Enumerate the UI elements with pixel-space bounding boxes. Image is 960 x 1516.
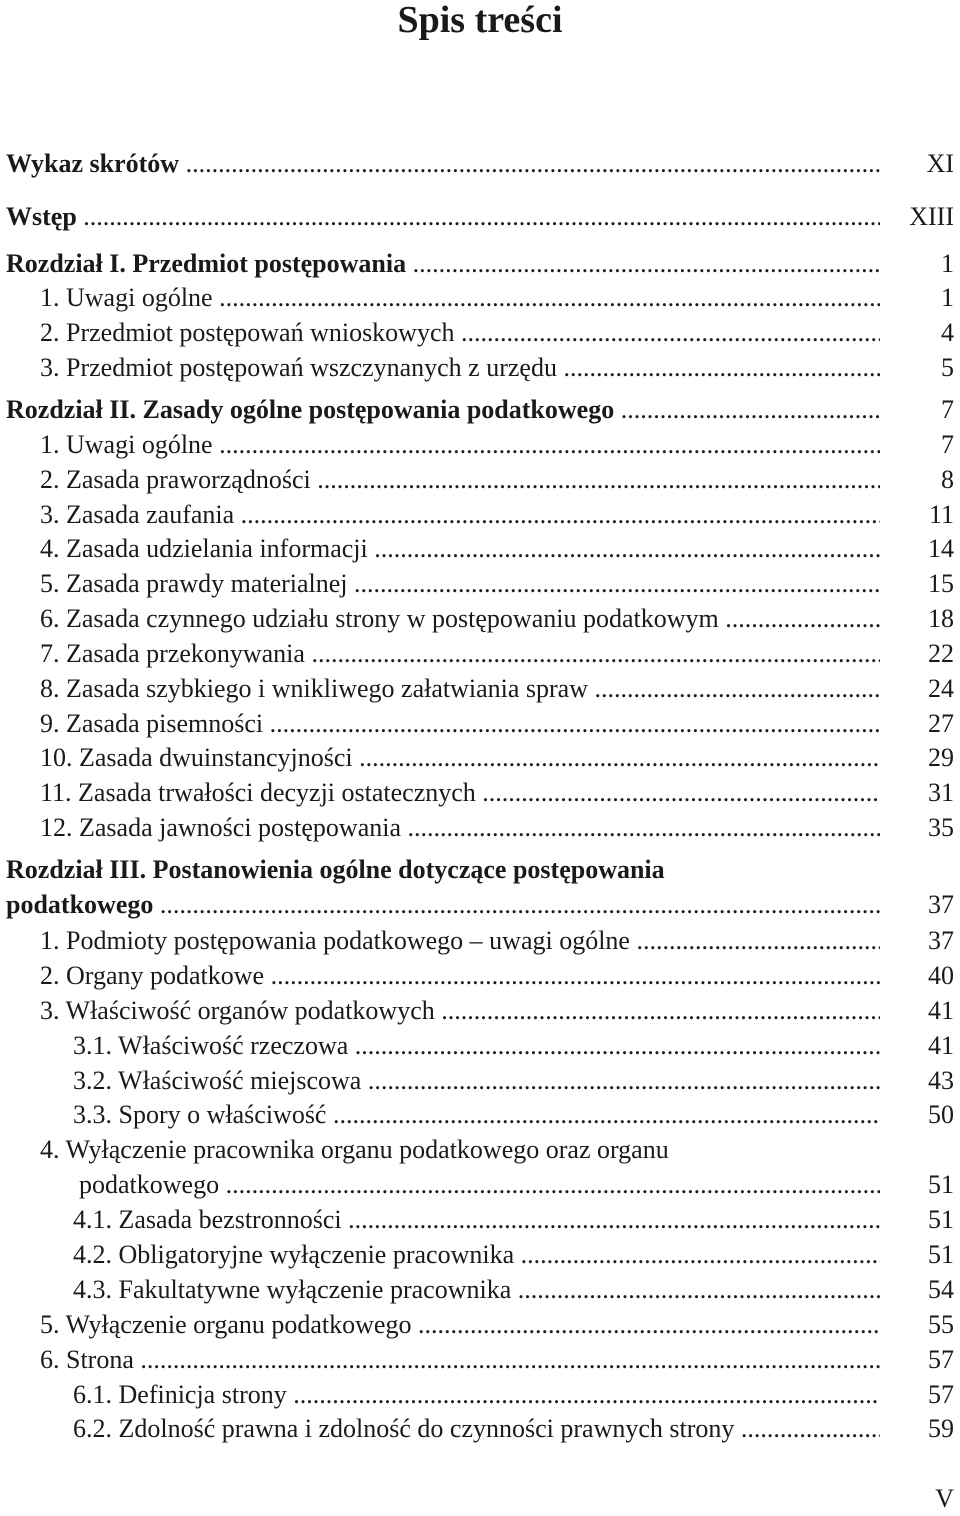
- toc-row: [0, 1064, 960, 1098]
- toc-entry-title: 12. Zasada jawności postępowania: [40, 813, 402, 842]
- toc-page-number: 22: [928, 639, 954, 668]
- toc-entry[interactable]: [73, 1412, 880, 1446]
- toc-page-number: 11: [928, 500, 954, 529]
- toc-page-number: 7: [941, 395, 954, 424]
- toc-entry[interactable]: [40, 811, 880, 845]
- toc-page-number: 37: [928, 890, 954, 919]
- toc-row: [0, 811, 960, 845]
- toc-entry-title: Wstęp: [6, 202, 77, 231]
- toc-entry-title: 1. Podmioty postępowania podatkowego – uwagi ogólne: [40, 926, 630, 955]
- toc-row: [0, 281, 960, 315]
- toc-row: [0, 959, 960, 993]
- toc-row: [0, 200, 960, 234]
- toc-page-number: 51: [928, 1170, 954, 1199]
- toc-page-number: 41: [928, 1031, 954, 1060]
- toc-row: [0, 463, 960, 497]
- toc-row: [0, 741, 960, 775]
- toc-row: [0, 602, 960, 636]
- toc-page-number: 27: [928, 709, 954, 738]
- toc-entry-title: podatkowego: [79, 1170, 220, 1199]
- toc-entry-title: 1. Uwagi ogólne: [40, 430, 213, 459]
- toc-entry[interactable]: [40, 351, 880, 385]
- toc-entry-title: 6.2. Zdolność prawna i zdolność do czynności prawnych strony: [73, 1414, 735, 1443]
- toc-entry-title: 4.1. Zasada bezstronności: [73, 1205, 342, 1234]
- toc-page-number: 1: [941, 283, 954, 312]
- toc-entry-title: 10. Zasada dwuinstancyjności: [40, 743, 353, 772]
- toc-entry-title: 6. Zasada czynnego udziału strony w postępowaniu podatkowym: [40, 604, 719, 633]
- toc-entry-title: podatkowego: [6, 890, 154, 919]
- toc-entry[interactable]: [40, 463, 880, 497]
- toc-row: [0, 351, 960, 385]
- toc-page-number: 43: [928, 1066, 954, 1095]
- toc-row: [0, 1098, 960, 1132]
- toc-row: [0, 1273, 960, 1307]
- toc-entry[interactable]: [40, 532, 880, 566]
- toc-entry-title: 2. Organy podatkowe: [40, 961, 265, 990]
- toc-entry-title: 2. Przedmiot postępowań wnioskowych: [40, 318, 455, 347]
- toc-entry[interactable]: [6, 147, 880, 181]
- toc-entry-title: 2. Zasada praworządności: [40, 465, 311, 494]
- toc-row: [0, 1378, 960, 1412]
- toc-entry-title: 9. Zasada pisemności: [40, 709, 264, 738]
- toc-entry-title: 3.3. Spory o właściwość: [73, 1100, 327, 1129]
- toc-page-number: 1: [941, 249, 954, 278]
- toc-entry[interactable]: [40, 1343, 880, 1377]
- toc-page-number: 57: [928, 1380, 954, 1409]
- toc-row: [0, 498, 960, 532]
- toc-entry[interactable]: [40, 281, 880, 315]
- toc-entry[interactable]: [40, 1133, 880, 1167]
- toc-entry[interactable]: [6, 200, 880, 234]
- toc-entry[interactable]: [40, 428, 880, 462]
- toc-entry[interactable]: [40, 672, 880, 706]
- toc-entry-title: 3. Właściwość organów podatkowych: [40, 996, 435, 1025]
- toc-row: [0, 1133, 960, 1167]
- toc-row: [0, 567, 960, 601]
- toc-page-number: 57: [928, 1345, 954, 1374]
- page-title: Spis treści: [397, 0, 563, 41]
- toc-page-number: 37: [928, 926, 954, 955]
- toc-entry-title: 4. Wyłączenie pracownika organu podatkowego oraz organu: [40, 1135, 669, 1164]
- toc-row: [0, 532, 960, 566]
- toc-entry-title: 6.1. Definicja strony: [73, 1380, 287, 1409]
- toc-entry-title: 7. Zasada przekonywania: [40, 639, 305, 668]
- toc-row: [0, 924, 960, 958]
- toc-entry[interactable]: [40, 1308, 880, 1342]
- toc-row: [0, 1343, 960, 1377]
- toc-entry-title: 6. Strona: [40, 1345, 134, 1374]
- toc-entry[interactable]: [6, 853, 880, 887]
- toc-entry-title: Rozdział I. Przedmiot postępowania: [6, 249, 407, 278]
- toc-entry-title: 3.1. Właściwość rzeczowa: [73, 1031, 349, 1060]
- toc-row: [0, 1168, 960, 1202]
- toc-entry-title: 1. Uwagi ogólne: [40, 283, 213, 312]
- toc-page-number: XIII: [909, 202, 954, 231]
- toc-entry[interactable]: [40, 741, 880, 775]
- toc-row: [0, 247, 960, 281]
- toc-page-number: 41: [928, 996, 954, 1025]
- toc-page-number: 50: [928, 1100, 954, 1129]
- toc-entry-title: Wykaz skrótów: [6, 149, 180, 178]
- toc-row: [0, 428, 960, 462]
- toc-entry[interactable]: [40, 776, 880, 810]
- toc-entry[interactable]: [73, 1029, 880, 1063]
- toc-entry[interactable]: [40, 637, 880, 671]
- toc-row: [0, 637, 960, 671]
- page-folio: V: [935, 1484, 954, 1513]
- toc-entry[interactable]: [6, 393, 880, 427]
- toc-entry[interactable]: [73, 1238, 880, 1272]
- toc-page-number: 35: [928, 813, 954, 842]
- toc-page-number: 8: [941, 465, 954, 494]
- toc-entry[interactable]: [6, 247, 880, 281]
- toc-row: [0, 147, 960, 181]
- toc-entry[interactable]: [40, 602, 880, 636]
- toc-entry-title: 3.2. Właściwość miejscowa: [73, 1066, 362, 1095]
- toc-page-number: 40: [928, 961, 954, 990]
- toc-entry-title: 4. Zasada udzielania informacji: [40, 534, 368, 563]
- toc-entry[interactable]: [40, 498, 880, 532]
- toc-entry[interactable]: [40, 924, 880, 958]
- toc-page-number: 31: [928, 778, 954, 807]
- toc-entry-title: 8. Zasada szybkiego i wnikliwego załatwiania spraw: [40, 674, 588, 703]
- toc-entry[interactable]: [40, 707, 880, 741]
- toc-page-number: 29: [928, 743, 954, 772]
- toc-page-number: 4: [941, 318, 954, 347]
- toc-entry[interactable]: [73, 1273, 880, 1307]
- toc-page-number: 59: [928, 1414, 954, 1443]
- toc-entry-title: 3. Przedmiot postępowań wszczynanych z urzędu: [40, 353, 557, 382]
- toc-row: [0, 1308, 960, 1342]
- toc-row: [0, 1412, 960, 1446]
- toc-row: [0, 994, 960, 1028]
- toc-entry[interactable]: [40, 567, 880, 601]
- toc-row: [0, 1203, 960, 1237]
- toc-entry[interactable]: [73, 1203, 880, 1237]
- toc-entry[interactable]: [40, 994, 880, 1028]
- toc-row: [0, 853, 960, 887]
- toc-page-number: 51: [928, 1205, 954, 1234]
- toc-entry-title: 5. Zasada prawdy materialnej: [40, 569, 348, 598]
- toc-entry[interactable]: [73, 1098, 880, 1132]
- toc-row: [0, 1029, 960, 1063]
- toc-entry-title: 3. Zasada zaufania: [40, 500, 235, 529]
- toc-row: [0, 776, 960, 810]
- toc-page-number: 51: [928, 1240, 954, 1269]
- toc-row: [0, 393, 960, 427]
- toc-page-number: XI: [926, 149, 954, 178]
- toc-row: [0, 707, 960, 741]
- toc-entry[interactable]: [73, 1064, 880, 1098]
- toc-entry[interactable]: [40, 959, 880, 993]
- toc-entry[interactable]: [6, 888, 880, 922]
- toc-entry-title: 11. Zasada trwałości decyzji ostatecznych: [40, 778, 476, 807]
- toc-entry[interactable]: [73, 1378, 880, 1412]
- toc-entry-title: 4.2. Obligatoryjne wyłączenie pracownika: [73, 1240, 515, 1269]
- toc-page-number: 54: [928, 1275, 954, 1304]
- toc-entry[interactable]: [79, 1168, 880, 1202]
- toc-page-number: 15: [928, 569, 954, 598]
- toc-page-number: 55: [928, 1310, 954, 1339]
- toc-entry-title: Rozdział II. Zasady ogólne postępowania podatkowego: [6, 395, 615, 424]
- toc-entry[interactable]: [40, 316, 880, 350]
- toc-page-number: 14: [928, 534, 954, 563]
- toc-row: [0, 1238, 960, 1272]
- toc-page-number: 18: [928, 604, 954, 633]
- toc-row: [0, 316, 960, 350]
- toc-page-number: 7: [941, 430, 954, 459]
- toc-row: [0, 888, 960, 922]
- toc-page-number: 24: [928, 674, 954, 703]
- toc-entry-title: 5. Wyłączenie organu podatkowego: [40, 1310, 412, 1339]
- toc-entry-title: Rozdział III. Postanowienia ogólne dotyczące postępowania: [6, 855, 665, 884]
- toc-page-number: 5: [941, 353, 954, 382]
- toc-entry-title: 4.3. Fakultatywne wyłączenie pracownika: [73, 1275, 512, 1304]
- toc-row: [0, 672, 960, 706]
